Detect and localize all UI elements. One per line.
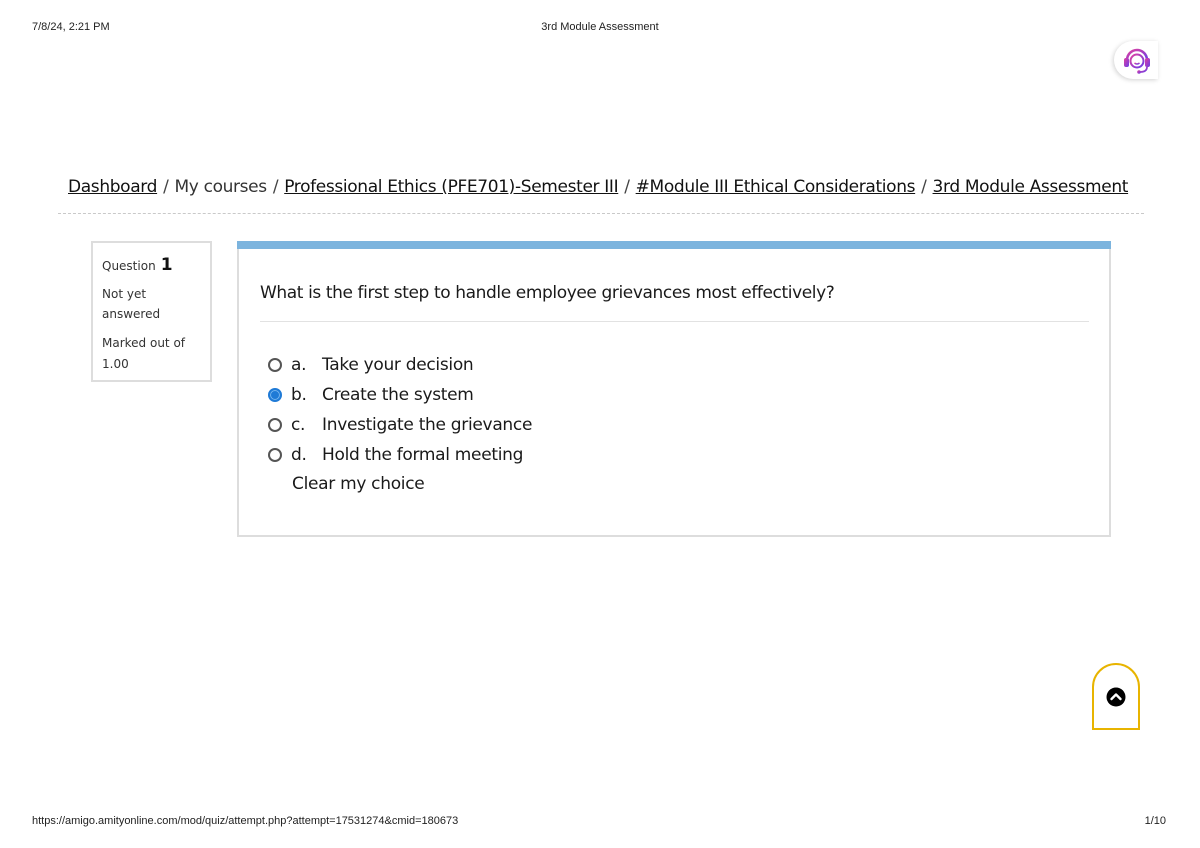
question-separator — [260, 321, 1089, 322]
answer-text: Investigate the grievance — [322, 415, 533, 435]
answer-letter: a. — [291, 355, 307, 375]
radio-button-a[interactable] — [268, 358, 282, 372]
breadcrumb-my-courses: My courses — [174, 177, 267, 197]
question-card-accent-bar — [237, 241, 1111, 249]
answer-letter: b. — [291, 385, 307, 405]
answer-option-b[interactable] — [268, 380, 532, 410]
answer-option-d[interactable] — [268, 440, 532, 470]
clear-choice-link[interactable]: Clear my choice — [292, 474, 425, 494]
breadcrumb — [68, 177, 1128, 197]
breadcrumb-separator: / — [163, 177, 169, 197]
radio-button-c[interactable] — [268, 418, 282, 432]
print-header-datetime: 7/8/24, 2:21 PM — [32, 21, 110, 33]
question-number: 1 — [160, 255, 173, 275]
breadcrumb-dashboard-link[interactable]: Dashboard — [68, 177, 158, 197]
breadcrumb-course-link[interactable]: Professional Ethics (PFE701)-Semester III — [284, 177, 619, 197]
chevron-up-icon — [1106, 687, 1126, 707]
answer-option-a[interactable] — [268, 350, 532, 380]
breadcrumb-separator: / — [272, 177, 279, 197]
answer-options — [268, 350, 532, 470]
support-chat-button[interactable] — [1114, 41, 1158, 79]
print-footer-page-number: 1/10 — [1144, 815, 1166, 827]
question-info-panel — [91, 241, 212, 382]
back-to-top-button[interactable] — [1092, 663, 1140, 730]
answer-text: Take your decision — [322, 355, 474, 375]
question-label: Question — [102, 259, 156, 273]
answer-text: Hold the formal meeting — [322, 445, 524, 465]
answer-letter: d. — [291, 445, 307, 465]
answer-text: Create the system — [322, 385, 474, 405]
answer-option-c[interactable] — [268, 410, 532, 440]
breadcrumb-separator: / — [921, 177, 927, 197]
radio-button-b-selected[interactable] — [268, 388, 282, 402]
breadcrumb-module-link[interactable]: #Module III Ethical Considerations — [635, 177, 916, 197]
breadcrumb-assessment-link[interactable]: 3rd Module Assessment — [932, 177, 1129, 197]
question-card — [237, 241, 1111, 537]
breadcrumb-divider — [58, 213, 1144, 214]
question-text: What is the first step to handle employee grievances most effectively? — [260, 283, 835, 303]
breadcrumb-separator: / — [624, 177, 630, 197]
print-footer-url: https://amigo.amityonline.com/mod/quiz/attempt.php?attempt=17531274&cmid=180673 — [32, 815, 459, 827]
question-state: Not yet answered — [102, 287, 161, 321]
radio-button-d[interactable] — [268, 448, 282, 462]
question-grade: Marked out of 1.00 — [102, 336, 186, 371]
headset-support-icon — [1120, 43, 1154, 77]
print-header-title: 3rd Module Assessment — [541, 21, 659, 33]
answer-letter: c. — [291, 415, 306, 435]
